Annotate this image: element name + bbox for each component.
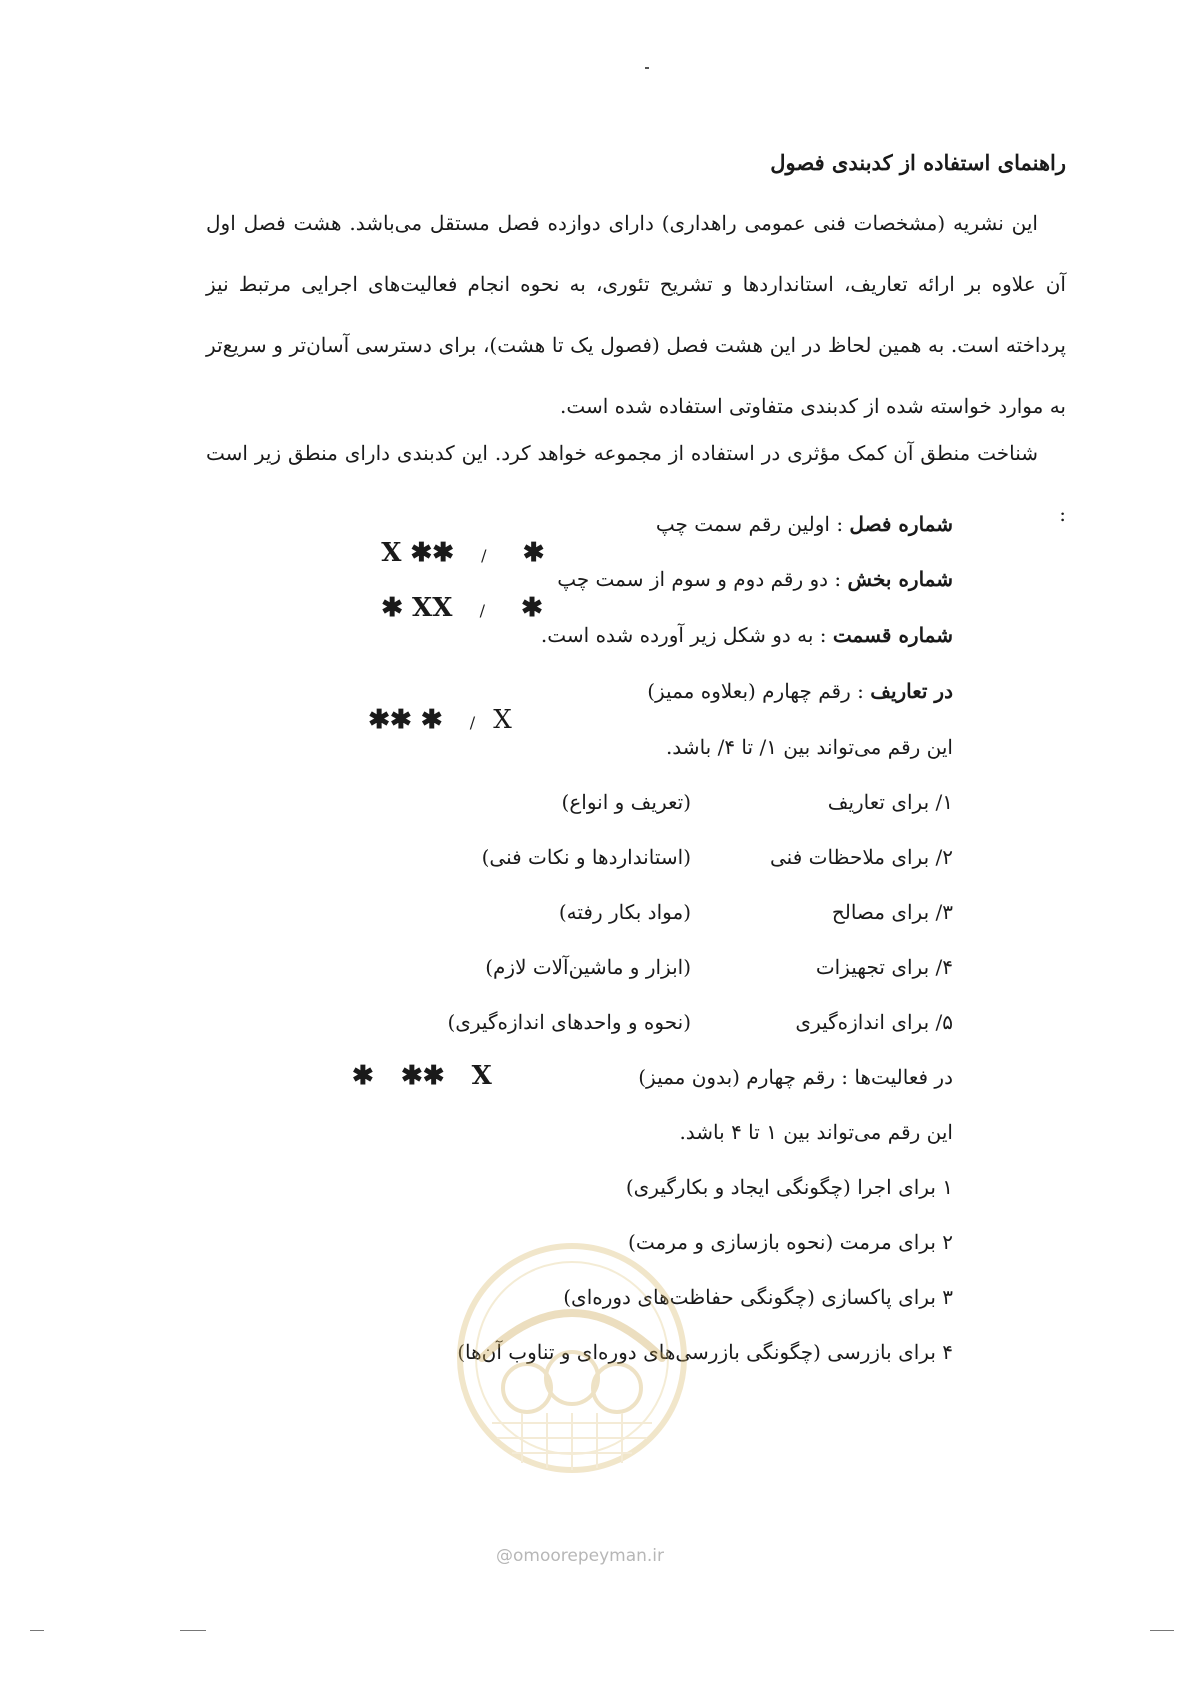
section-number-text: : دو رقم دوم و سوم از سمت چپ	[557, 567, 848, 591]
scan-mark	[1150, 1630, 1174, 1631]
watermark-seal-icon	[452, 1238, 692, 1478]
section-number-label: شماره بخش	[847, 567, 953, 591]
page-title: راهنمای استفاده از کدبندی فصول	[770, 150, 1066, 175]
section-number-line	[557, 567, 953, 591]
definitions-item-4-desc: (ابزار و ماشین‌آلات لازم)	[485, 955, 691, 979]
chapter-code-left: X ✱✱	[381, 538, 455, 568]
definitions-line	[647, 679, 953, 703]
part-number-label: شماره قسمت	[832, 623, 953, 647]
definitions-code	[332, 675, 512, 765]
definitions-label: در تعاریف	[870, 679, 953, 703]
chapter-code-right: ✱	[522, 538, 545, 568]
definitions-item-5-label: ۵/ برای اندازه‌گیری	[795, 1010, 953, 1034]
definitions-item-1-desc: (تعریف و انواع)	[561, 790, 691, 814]
section-code-slash: /	[479, 601, 485, 620]
definitions-code-left: ✱✱ ✱	[368, 705, 443, 735]
chapter-number-line	[656, 512, 953, 536]
definitions-code-slash: /	[469, 713, 476, 732]
page-mark	[645, 67, 649, 69]
definitions-item-3-desc: (مواد بکار رفته)	[558, 900, 691, 924]
part-number-text: : به دو شکل زیر آورده شده است.	[540, 623, 833, 647]
definitions-item-4-label: ۴/ برای تجهیزات	[815, 955, 953, 979]
section-code	[345, 563, 543, 653]
definitions-code-right: X	[493, 705, 512, 735]
scan-mark	[30, 1630, 44, 1631]
part-number-line	[541, 623, 953, 647]
definitions-item-3-label: ۳/ برای مصالح	[831, 900, 953, 924]
definitions-item-2-desc: (استانداردها و نکات فنی)	[481, 845, 691, 869]
scan-mark	[180, 1630, 206, 1631]
definitions-item-2-label: ۲/ برای ملاحظات فنی	[770, 845, 953, 869]
chapter-number-label: شماره فصل	[849, 512, 953, 536]
intro-paragraph: این نشریه (مشخصات فنی عمومی راهداری) دارای دوازده فصل مستقل می‌باشد. هشت فصل اول آن علاوه بر ارائه تعاریف، استانداردها و تشریح تئوری، به نحوه انجام فعالیت‌های اجرایی مرتبط نیز پرداخته است. به همین لحاظ در این هشت فصل (فصول یک تا هشت)، برای دسترسی آسان‌تر و سریع‌تر به موارد خواسته شده از کدبندی متفاوتی استفاده شده است.	[206, 211, 1066, 418]
activities-range-note: این رقم می‌تواند بین ۱ تا ۴ باشد.	[679, 1120, 953, 1144]
activities-item-3: ۳ برای پاکسازی (چگونگی حفاظت‌های دوره‌ای)	[563, 1285, 953, 1309]
activities-item-4: ۴ برای بازرسی (چگونگی بازرسی‌های دوره‌ای و تناوب آن‌ها)	[457, 1340, 953, 1364]
activities-item-1: ۱ برای اجرا (چگونگی ایجاد و بکارگیری)	[625, 1175, 953, 1199]
definitions-item-5-desc: (نحوه و واحدهای اندازه‌گیری)	[447, 1010, 691, 1034]
definitions-text: : رقم چهارم (بعلاوه ممیز)	[647, 679, 871, 703]
activities-item-2: ۲ برای مرمت (نحوه بازسازی و مرمت)	[628, 1230, 953, 1254]
definitions-item-1-label: ۱/ برای تعاریف	[827, 790, 953, 814]
activities-line: در فعالیت‌ها : رقم چهارم (بدون ممیز)	[638, 1065, 953, 1089]
definitions-range-note: این رقم می‌تواند بین ۱/ تا ۴/ باشد.	[665, 735, 953, 759]
activities-code: ✱ ✱✱ X	[352, 1061, 492, 1091]
section-code-right: ✱	[521, 593, 543, 623]
logic-paragraph: شناخت منطق آن کمک مؤثری در استفاده از مجموعه خواهد کرد. این کدبندی دارای منطق زیر است :	[206, 441, 1066, 526]
watermark-url: @omoorepeyman.ir	[496, 1546, 665, 1566]
chapter-number-text: : اولین رقم سمت چپ	[655, 512, 850, 536]
chapter-code-slash: /	[481, 546, 487, 565]
section-code-left: ✱ XX	[381, 593, 453, 623]
